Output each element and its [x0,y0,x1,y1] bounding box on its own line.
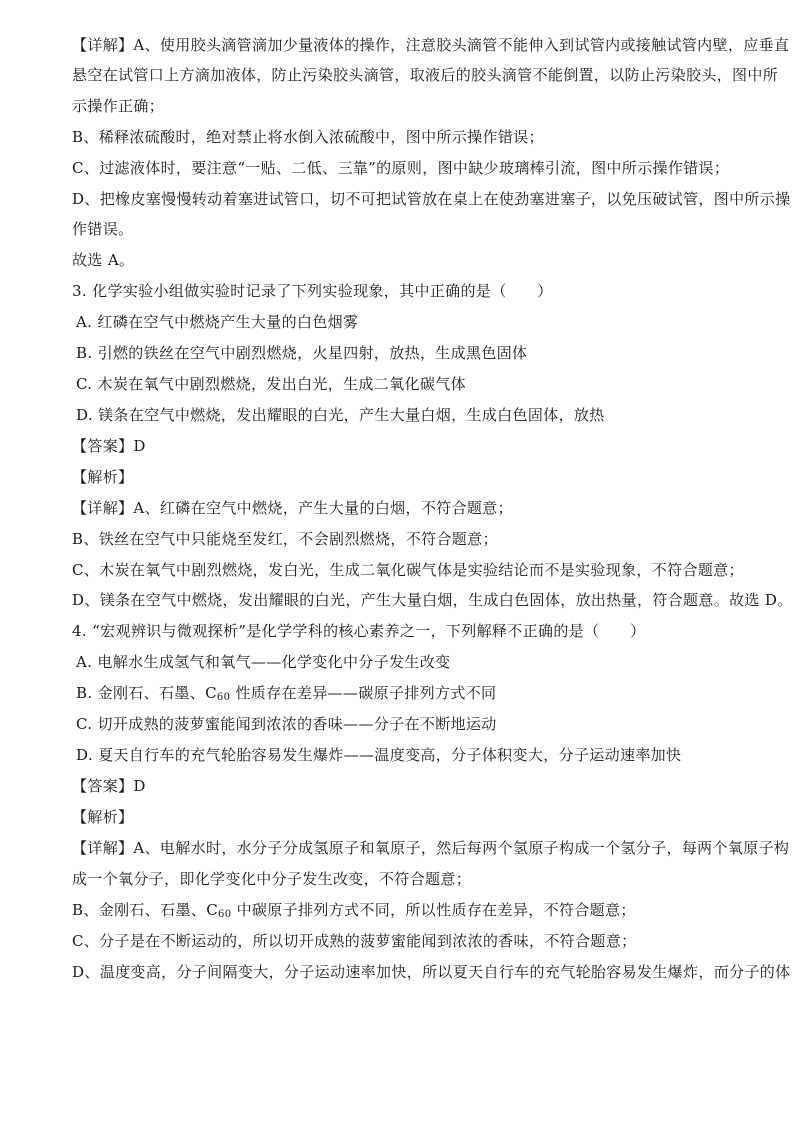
answer-label: 【答案】D [72,777,146,795]
question-3-option-b: B. 引燃的铁丝在空气中剧烈燃烧，火星四射，放热，生成黑色固体 [76,344,528,362]
explanation-line: D、把橡皮塞慢慢转动着塞进试管口，切不可把试管放在桌上在使劲塞进塞子，以免压破试管，图中所示操 [72,190,791,208]
explanation-line: 示操作正确； [72,97,165,115]
explanation-line: D、温度变高，分子间隔变大，分子运动速率加快，所以夏天自行车的充气轮胎容易发生爆炸，而分子的体 [72,963,791,981]
explanation-line: 【详解】A、使用胶头滴管滴加少量液体的操作，注意胶头滴管不能伸入到试管内或接触试管内壁，应垂直 [72,36,790,54]
explanation-line: B、金刚石、石墨、$C_{60}$ 中碳原子排列方式不同，所以性质存在差异，不符合题意； [72,901,636,920]
answer-label: 【答案】D [72,437,146,455]
question-3-option-d: D. 镁条在空气中燃烧，发出耀眼的白光，产生大量白烟，生成白色固体，放热 [76,406,605,424]
explanation-line: B、稀释浓硫酸时，绝对禁止将水倒入浓硫酸中，图中所示操作错误； [72,128,544,146]
explanation-line: C、分子是在不断运动的，所以切开成熟的菠萝蜜能闻到浓浓的香味，不符合题意； [72,932,637,950]
question-4-option-d: D. 夏天自行车的充气轮胎容易发生爆炸——温度变高，分子体积变大，分子运动速率加快 [76,746,682,764]
explanation-line: 悬空在试管口上方滴加液体，防止污染胶头滴管，取液后的胶头滴管不能倒置，以防止污染胶头，图中所 [72,66,779,84]
analysis-label: 【解析】 [72,468,134,486]
question-4-option-b: B. 金刚石、石墨、$C_{60}$ 性质存在差异——碳原子排列方式不同 [76,684,497,703]
explanation-line: B、铁丝在空气中只能烧至发红，不会剧烈燃烧，不符合题意； [72,530,498,548]
question-4-option-a: A. 电解水生成氢气和氧气——化学变化中分子发生改变 [76,653,451,671]
explanation-line: C、木炭在氧气中剧烈燃烧，发白光，生成二氧化碳气体是实验结论而不是实验现象，不符合题意； [72,561,744,579]
question-3-option-c: C. 木炭在氧气中剧烈燃烧，发出白光，生成二氧化碳气体 [76,375,466,393]
question-4-option-c: C. 切开成熟的菠萝蜜能闻到浓浓的香味——分子在不断地运动 [76,715,497,733]
conclusion-line: 故选 A。 [72,251,135,269]
explanation-line: 成一个氧分子，即化学变化中分子发生改变，不符合题意； [72,870,472,888]
explanation-line: D、镁条在空气中燃烧，发出耀眼的白光，产生大量白烟，生成白色固体，放出热量，符合题意。故选 D。 [72,591,793,609]
question-4-stem: 4. “宏观辨识与微观探析”是化学学科的核心素养之一，下列解释不正确的是（ ） [72,622,646,640]
explanation-line: 作错误。 [72,220,134,238]
analysis-label: 【解析】 [72,808,134,826]
question-3-option-a: A. 红磷在空气中燃烧产生大量的白色烟雾 [76,313,359,331]
explanation-line: 【详解】A、电解水时，水分子分成氢原子和氧原子，然后每两个氢原子构成一个氢分子，每两个氧原子构 [72,839,790,857]
question-3-stem: 3. 化学实验小组做实验时记录了下列实验现象，其中正确的是（ ） [72,282,553,300]
explanation-line: C、过滤液体时，要注意“一贴、二低、三靠”的原则，图中缺少玻璃棒引流，图中所示操作错误； [72,159,730,177]
explanation-line: 【详解】A、红磷在空气中燃烧，产生大量的白烟，不符合题意； [72,499,513,517]
